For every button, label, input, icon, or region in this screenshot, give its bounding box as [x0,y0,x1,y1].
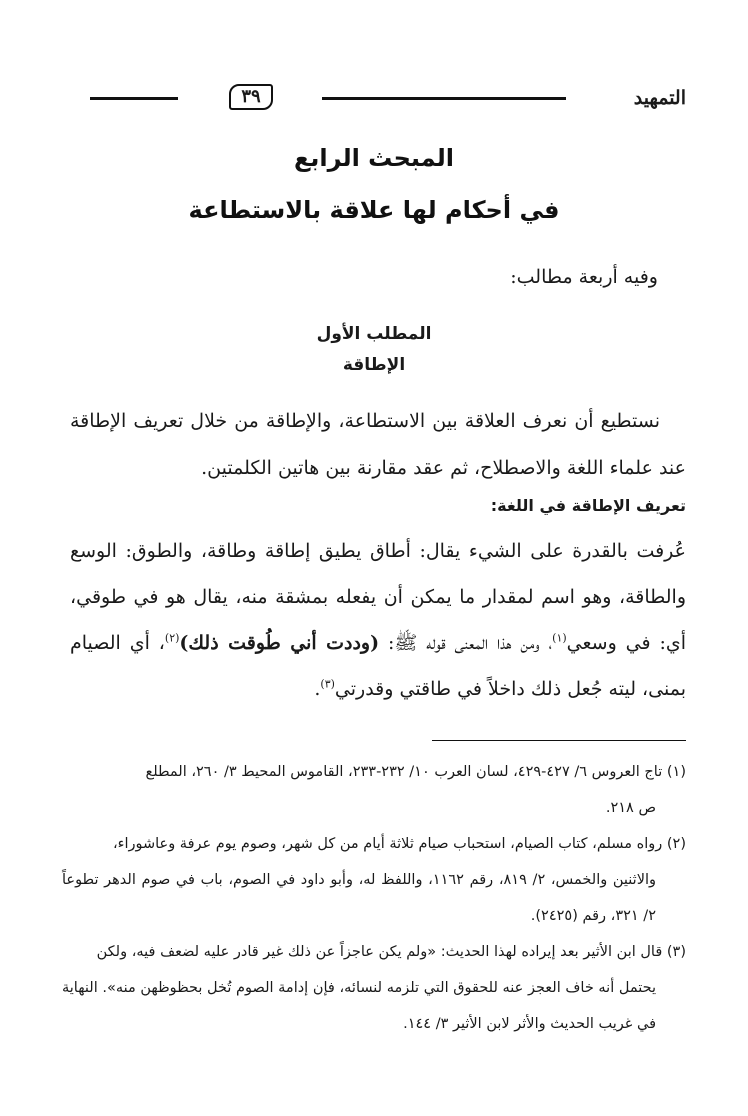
footnote-number: (٢) [666,836,686,852]
footnote-ref-3[interactable]: (٣) [320,677,335,691]
paragraph-text-3: ، أي الصيام بمنى، ليته جُعل ذلك داخلاً في طاقتي وقدرتي [70,632,686,700]
footnote-text-continued: والاثنين والخمس، ٢/ ٨١٩، رقم ١١٦٢، واللفظ له، وأبو داود في الصوم، باب في صوم الدهر تطوعاً ٢/ ٣٢١، رقم (٢٤٢٥). [62,872,657,924]
running-header [90,84,686,114]
paragraph-text-1: عُرفت بالقدرة على الشيء يقال: أطاق يطيق إطاقة وطاقة، والطوق: الوسع والطاقة، وهو اسم لمقدار ما يمكن أن يفعله بمشقة منه، يقال هو في طوقي، أي: في وسعي [70,540,686,654]
footnote-ref-1[interactable]: (١) [552,631,567,645]
footnote-text-continued: ص ٢١٨. [605,800,656,816]
footnote-text-continued: يحتمل أنه خاف العجز عنه للحقوق التي تلزمه لنسائه، فإن إدامة الصوم تُخل بحظوظهن منه». النهاية في غريب الحديث والأثر لابن الأثير ٣/ ١٤٤. [62,980,656,1032]
footnote-text: رواه مسلم، كتاب الصيام، استحباب صيام ثلاثة أيام من كل شهر، وصوم يوم عرفة وعاشوراء، [112,836,663,852]
paragraph-end: . [314,678,321,700]
section-subtitle: الإطاقة [342,355,406,375]
footnotes [62,754,686,1042]
footnote-1 [62,754,686,826]
footnote-2 [62,826,686,934]
footnote-number: (٣) [666,944,686,960]
header-rule-left [90,97,178,100]
section-title: المطلب الأول [316,324,432,344]
footnote-text: تاج العروس ٦/ ٤٢٧-٤٢٩، لسان العرب ١٠/ ٢٣٢-٢٣٣، القاموس المحيط ٣/ ٢٦٠، المطلع [145,764,663,780]
footnote-text: قال ابن الأثير بعد إيراده لهذا الحديث: «ولم يكن عاجزاً عن ذلك غير قادر عليه لضعف فيه، ولكن [96,944,663,960]
header-rule-middle [322,97,566,100]
hadith-quote: (وددت أني طُوقت ذلك) [179,632,380,654]
paragraph-intro: نستطيع أن نعرف العلاقة بين الاستطاعة، والإطاقة من خلال تعريف الإطاقة عند علماء اللغة والاصطلاح، ثم عقد مقارنة بين هاتين الكلمتين. [70,410,686,479]
paragraph-definition [70,528,686,712]
page-number-box [188,84,314,110]
running-header-title: التمهيد [633,87,686,109]
footnote-ref-2[interactable]: (٢) [164,631,180,645]
footnote-3 [62,934,686,1042]
chapter-title: المبحث الرابع [294,144,454,172]
definition-heading: تعريف الإطاقة في اللغة: [490,496,686,515]
intro-line: وفيه أربعة مطالب: [510,266,658,288]
paragraph-text-2: ، ومن هذا المعنى قوله ﷺ: [379,632,553,654]
footnote-number: (١) [666,764,686,780]
footnote-separator [432,740,686,741]
page-number: ٣٩ [229,84,272,110]
chapter-subtitle: في أحكام لها علاقة بالاستطاعة [188,196,560,224]
